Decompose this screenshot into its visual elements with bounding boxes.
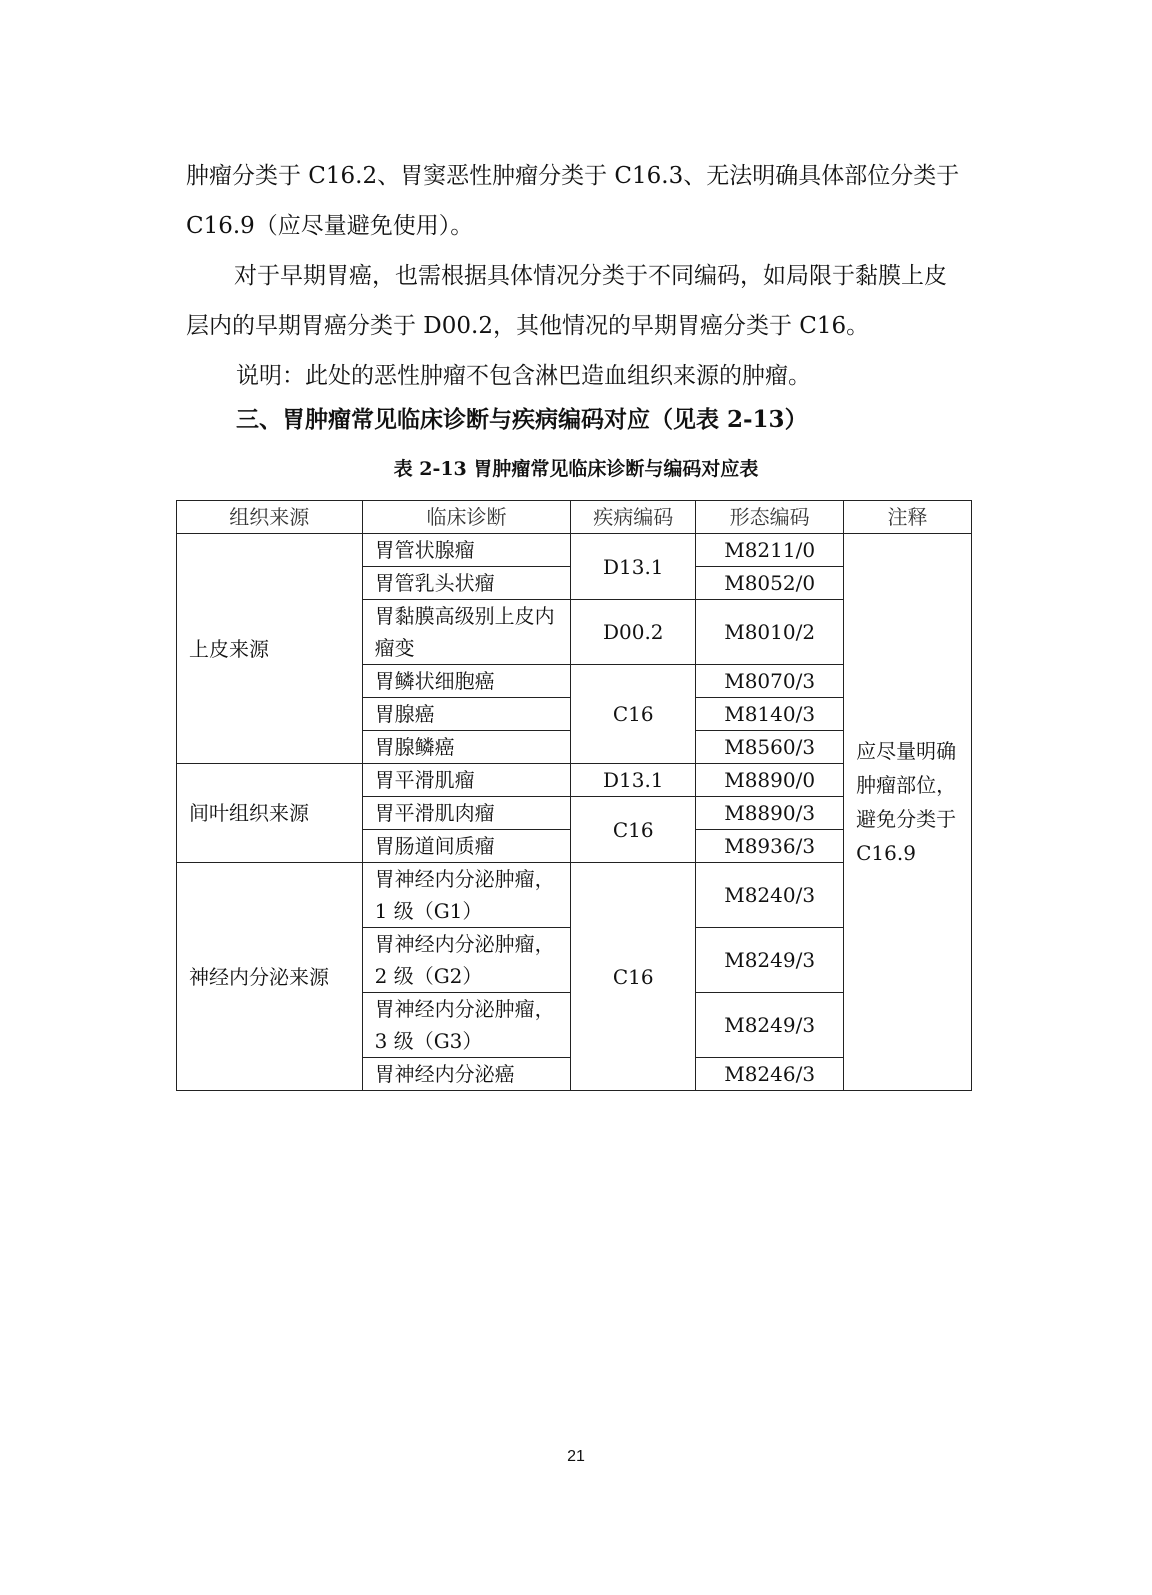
diagnosis-code-table (176, 500, 972, 1091)
source-cell: 间叶组织来源 (177, 764, 363, 863)
disease-code-cell: D13.1 (571, 764, 696, 797)
morphology-code-cell: M8010/2 (696, 600, 844, 665)
source-cell: 上皮来源 (177, 534, 363, 764)
paragraph-note: 说明：此处的恶性肿瘤不包含淋巴造血组织来源的肿瘤。 (236, 363, 811, 389)
diagnosis-cell: 胃平滑肌肉瘤 (362, 797, 571, 830)
table-row (177, 534, 972, 567)
diagnosis-cell: 胃鳞状细胞癌 (362, 665, 571, 698)
header-clinical-diagnosis: 临床诊断 (362, 501, 571, 534)
disease-code-cell: C16 (571, 665, 696, 764)
morphology-code-cell: M8240/3 (696, 863, 844, 928)
disease-code-cell: D00.2 (571, 600, 696, 665)
diagnosis-cell: 胃肠道间质瘤 (362, 830, 571, 863)
diagnosis-cell: 胃神经内分泌癌 (362, 1058, 571, 1091)
morphology-code-cell: M8890/3 (696, 797, 844, 830)
page-number: 21 (567, 1448, 585, 1465)
disease-code-cell: C16 (571, 797, 696, 863)
diagnosis-cell: 胃神经内分泌肿瘤，1 级（G1） (362, 863, 571, 928)
morphology-code-cell: M8560/3 (696, 731, 844, 764)
header-note: 注释 (844, 501, 972, 534)
table-caption: 表 2-13 胃肿瘤常见临床诊断与编码对应表 (393, 458, 759, 480)
paragraph-early-gastric-cancer: 对于早期胃癌，也需根据具体情况分类于不同编码，如局限于黏膜上皮层内的早期胃癌分类于 D00.2，其他情况的早期胃癌分类于 C16。 (186, 263, 947, 339)
morphology-code-cell: M8140/3 (696, 698, 844, 731)
source-cell: 神经内分泌来源 (177, 863, 363, 1091)
section-heading: 三、胃肿瘤常见临床诊断与疾病编码对应（见表 2-13） (236, 406, 808, 433)
morphology-code-cell: M8890/0 (696, 764, 844, 797)
table-header-row (177, 501, 972, 534)
morphology-code-cell: M8052/0 (696, 567, 844, 600)
disease-code-cell: D13.1 (571, 534, 696, 600)
diagnosis-cell: 胃平滑肌瘤 (362, 764, 571, 797)
morphology-code-cell: M8249/3 (696, 993, 844, 1058)
note-cell: 应尽量明确肿瘤部位，避免分类于 C16.9 (844, 534, 972, 1091)
morphology-code-cell: M8249/3 (696, 928, 844, 993)
diagnosis-cell: 胃腺癌 (362, 698, 571, 731)
morphology-code-cell: M8211/0 (696, 534, 844, 567)
diagnosis-cell: 胃神经内分泌肿瘤，3 级（G3） (362, 993, 571, 1058)
diagnosis-cell: 胃管乳头状瘤 (362, 567, 571, 600)
morphology-code-cell: M8936/3 (696, 830, 844, 863)
diagnosis-cell: 胃神经内分泌肿瘤，2 级（G2） (362, 928, 571, 993)
diagnosis-cell: 胃腺鳞癌 (362, 731, 571, 764)
header-disease-code: 疾病编码 (571, 501, 696, 534)
morphology-code-cell: M8246/3 (696, 1058, 844, 1091)
diagnosis-cell: 胃黏膜高级别上皮内瘤变 (362, 600, 571, 665)
paragraph-stomach-sites: 肿瘤分类于 C16.2、胃窦恶性肿瘤分类于 C16.3、无法明确具体部位分类于 C16.9（应尽量避免使用）。 (186, 163, 960, 239)
diagnosis-cell: 胃管状腺瘤 (362, 534, 571, 567)
morphology-code-cell: M8070/3 (696, 665, 844, 698)
disease-code-cell: C16 (571, 863, 696, 1091)
header-tissue-source: 组织来源 (177, 501, 363, 534)
header-morphology-code: 形态编码 (696, 501, 844, 534)
